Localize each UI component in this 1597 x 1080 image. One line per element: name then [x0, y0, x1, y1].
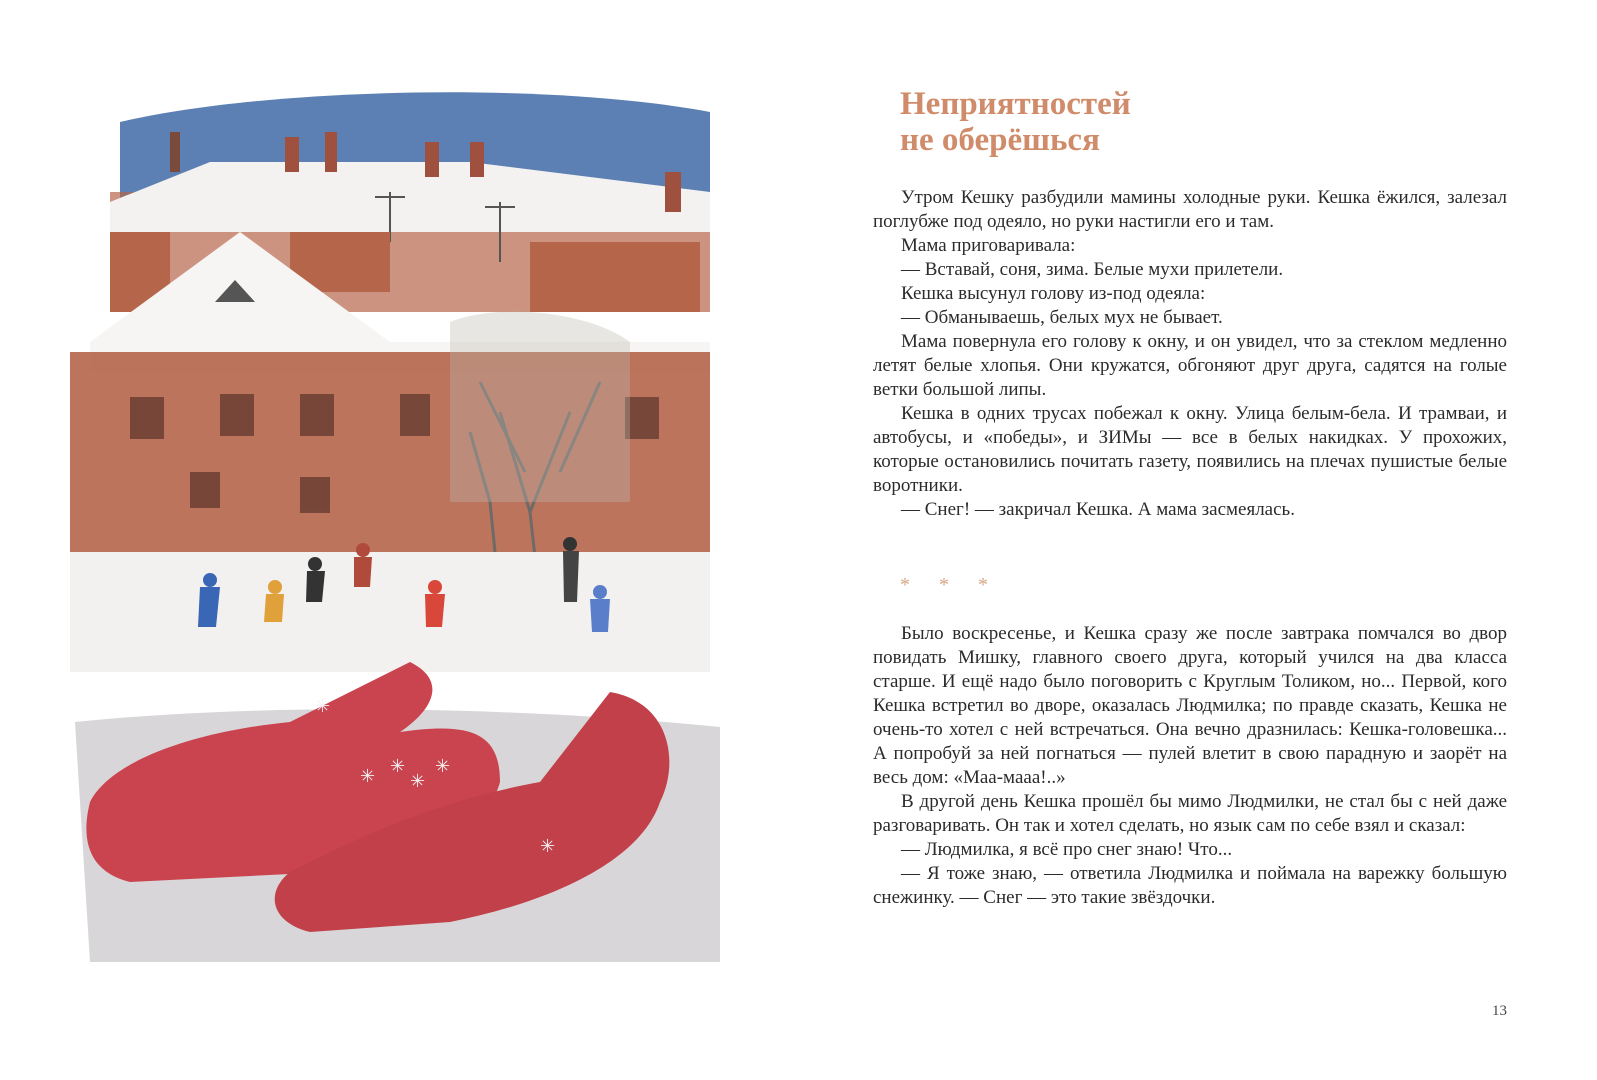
text-section-2 — [873, 622, 1507, 910]
svg-text:✳: ✳ — [435, 756, 451, 777]
paragraph: Было воскресенье, и Кешка сразу же после завтрака помчался во двор повидать Мишку, главного своего друга, который учился на два класса старше. И ещё надо было поговорить с Круглым Толиком, но... Первой, кого Кешка встретил во дворе, оказалась Людмилка; по правде сказать, Кешка не очень-то хотел с ней встречаться. Она вечно дразнилась: Кешка-головешка... А попробуй за ней погнаться — пулей влетит в свою парадную и заорёт на весь дом: «Маа-мааа!..» — [873, 623, 1507, 788]
svg-text:✳: ✳ — [540, 836, 556, 857]
svg-text:✳: ✳ — [315, 696, 331, 717]
section-separator: * * * — [900, 574, 1000, 596]
illustration — [70, 82, 735, 962]
chapter-title-line1: Неприятностей — [900, 86, 1131, 122]
svg-text:✳: ✳ — [410, 771, 426, 792]
chapter-title-line2: не оберёшься — [900, 122, 1100, 158]
text-section-1 — [873, 186, 1507, 522]
paragraph: — Я тоже знаю, — ответила Людмилка и поймала на варежку большую снежинку. — Снег — это такие звёздочки. — [873, 863, 1507, 908]
paragraph: Кешка высунул голову из-под одеяла: — [901, 283, 1206, 304]
svg-text:✳: ✳ — [360, 766, 376, 787]
paragraph: Мама повернула его голову к окну, и он увидел, что за стеклом медленно летят белые хлопья. Они кружатся, обгоняют друг друга, садятся на голые ветки большой липы. — [873, 331, 1507, 400]
page-number: 13 — [1492, 1003, 1507, 1019]
chapter-title — [900, 86, 1520, 158]
paragraph: Кешка в одних трусах побежал к окну. Улица белым-бела. И трамваи, и автобусы, и «победы», и ЗИМы — все в белых накидках. У прохожих, которые остановились почитать газету, появились на плечах пушистые белые воротники. — [873, 403, 1507, 496]
paragraph: — Вставай, соня, зима. Белые мухи прилетели. — [901, 259, 1284, 280]
paragraph: — Обманываешь, белых мух не бывает. — [901, 307, 1223, 328]
paragraph: — Людмилка, я всё про снег знаю! Что... — [901, 839, 1233, 860]
paragraph: — Снег! — закричал Кешка. А мама засмеялась. — [901, 499, 1295, 520]
paragraph: В другой день Кешка прошёл бы мимо Людмилки, не стал бы с ней даже разговаривать. Он так и хотел сделать, но язык сам по себе взял и сказал: — [873, 791, 1507, 836]
svg-text:✳: ✳ — [390, 756, 406, 777]
winter-yard-illustration — [70, 82, 735, 962]
paragraph: Мама приговаривала: — [901, 235, 1076, 256]
paragraph: Утром Кешку разбудили мамины холодные руки. Кешка ёжился, залезал поглубже под одеяло, но руки настигли его и там. — [873, 187, 1507, 232]
snow-ground — [70, 552, 710, 672]
